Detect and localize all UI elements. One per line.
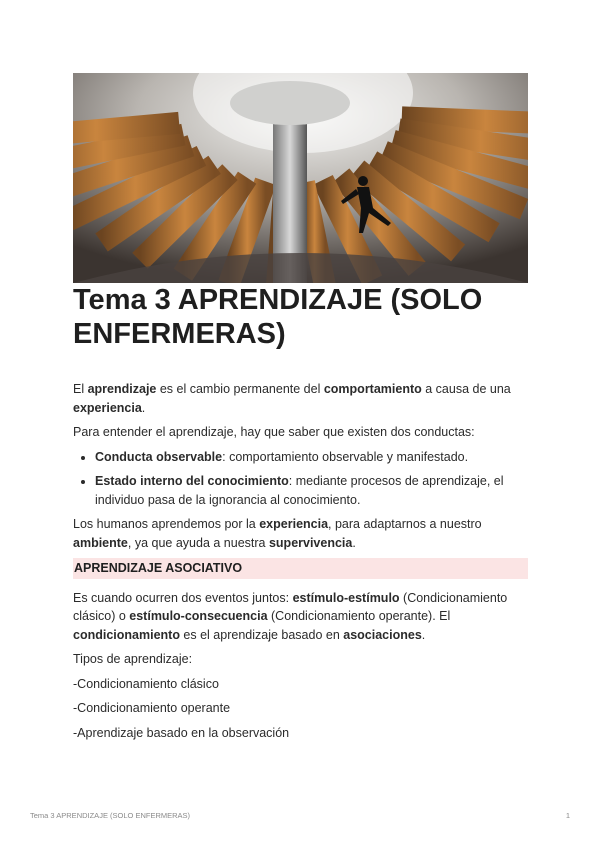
page-number: 1 <box>565 811 570 820</box>
cover-image <box>73 73 528 283</box>
paragraph-experience: Los humanos aprendemos por la experiencia, para adaptarnos a nuestro ambiente, ya que ayuda a nuestra supervivencia. <box>73 517 482 550</box>
page-title: Tema 3 APRENDIZAJE (SOLO ENFERMERAS) <box>73 284 483 350</box>
type-item: -Condicionamiento clásico <box>73 676 219 691</box>
section-heading: APRENDIZAJE ASOCIATIVO <box>73 558 528 579</box>
type-item: -Condicionamiento operante <box>73 701 231 715</box>
paragraph-conducts-intro: Para entender el aprendizaje, hay que saber que existen dos conductas: <box>73 425 475 439</box>
wind-tunnel-illustration <box>73 73 528 283</box>
list-item: • Conducta observable: comportamiento observable y manifestado. <box>95 448 528 467</box>
list-item: • Estado interno del conocimiento: mediante procesos de aprendizaje, el individuo pasa de la ignorancia al conocimiento. <box>95 472 528 509</box>
footer-title: Tema 3 APRENDIZAJE (SOLO ENFERMERAS) <box>30 811 191 820</box>
paragraph-associative: Es cuando ocurren dos eventos juntos: estímulo-estímulo (Condicionamiento clásico) o estímulo-consecuencia (Condicionamiento operante). El condicionamiento es el aprendizaje basado en asociaciones. <box>73 590 508 642</box>
conducts-list <box>73 448 528 510</box>
document-body <box>73 380 528 748</box>
paragraph-definition: El aprendizaje es el cambio permanente del comportamiento a causa de una experiencia. <box>73 382 511 415</box>
paragraph-types-intro: Tipos de aprendizaje: <box>73 652 193 666</box>
type-item: -Aprendizaje basado en la observación <box>73 725 290 740</box>
